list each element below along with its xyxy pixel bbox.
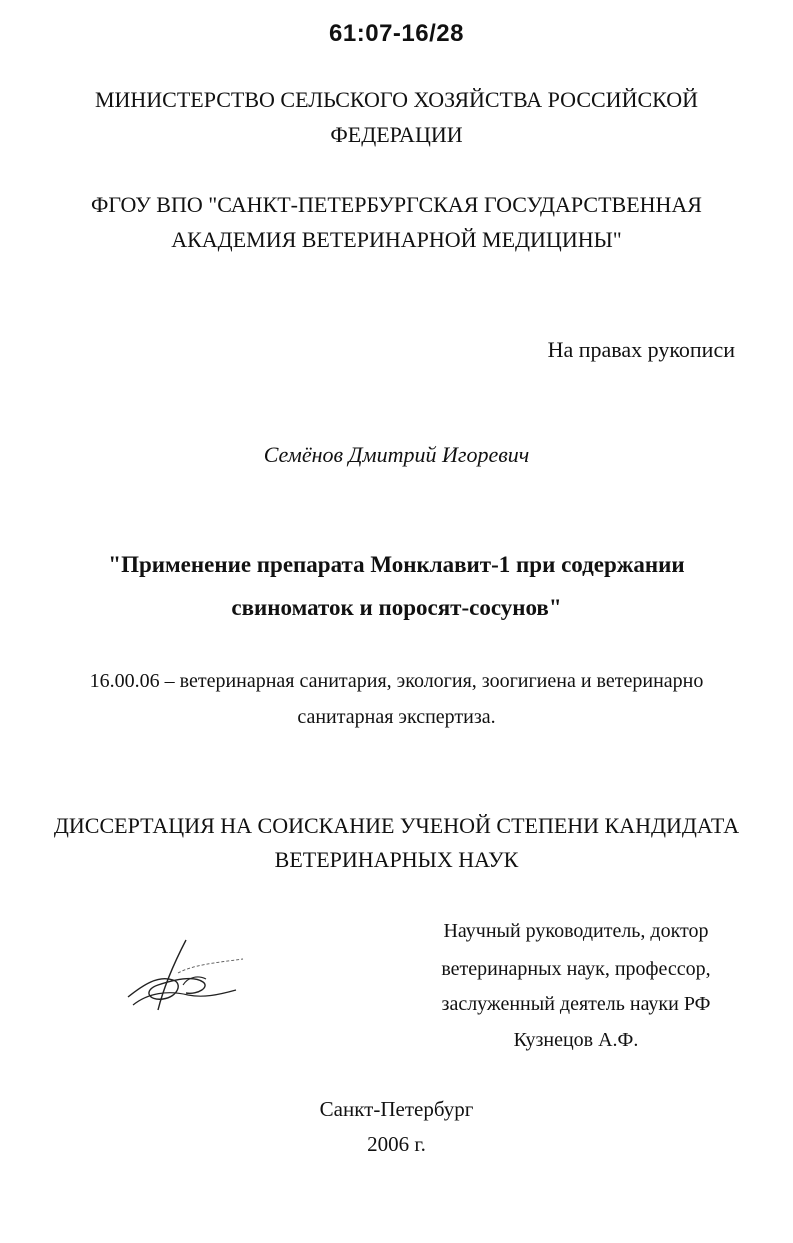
supervisor-line-2: ветеринарных наук, профессор, xyxy=(441,958,711,980)
author-name: Семёнов Дмитрий Игоревич xyxy=(263,442,530,467)
dissertation-title-line-2: свиноматок и поросят-сосунов" xyxy=(231,595,562,620)
city: Санкт-Петербург xyxy=(319,1097,474,1121)
ministry-line-2: ФЕДЕРАЦИИ xyxy=(330,122,463,147)
specialty-line-2: санитарная экспертиза. xyxy=(297,706,496,728)
supervisor-line-1: Научный руководитель, доктор xyxy=(443,920,709,942)
signature-icon xyxy=(118,935,248,1015)
supervisor-line-3: заслуженный деятель науки РФ xyxy=(441,993,711,1015)
specialty-line-1: 16.00.06 – ветеринарная санитария, экология, зоогигиена и ветеринарно xyxy=(89,670,704,692)
degree-line-1: ДИССЕРТАЦИЯ НА СОИСКАНИЕ УЧЕНОЙ СТЕПЕНИ КАНДИДАТА xyxy=(53,813,740,838)
degree-line-2: ВЕТЕРИНАРНЫХ НАУК xyxy=(274,847,519,872)
institution-line-1: ФГОУ ВПО "САНКТ-ПЕТЕРБУРГСКАЯ ГОСУДАРСТВЕННАЯ xyxy=(91,192,702,217)
ministry-line-1: МИНИСТЕРСТВО СЕЛЬСКОГО ХОЗЯЙСТВА РОССИЙСКОЙ xyxy=(94,87,699,112)
dissertation-title-line-1: "Применение препарата Монклавит-1 при содержании xyxy=(108,552,685,577)
manuscript-rights: На правах рукописи xyxy=(547,337,735,362)
year: 2006 г. xyxy=(367,1132,426,1156)
institution-line-2: АКАДЕМИЯ ВЕТЕРИНАРНОЙ МЕДИЦИНЫ" xyxy=(171,227,622,252)
catalog-number: 61:07-16/28 xyxy=(329,20,464,47)
supervisor-name: Кузнецов А.Ф. xyxy=(513,1029,639,1051)
